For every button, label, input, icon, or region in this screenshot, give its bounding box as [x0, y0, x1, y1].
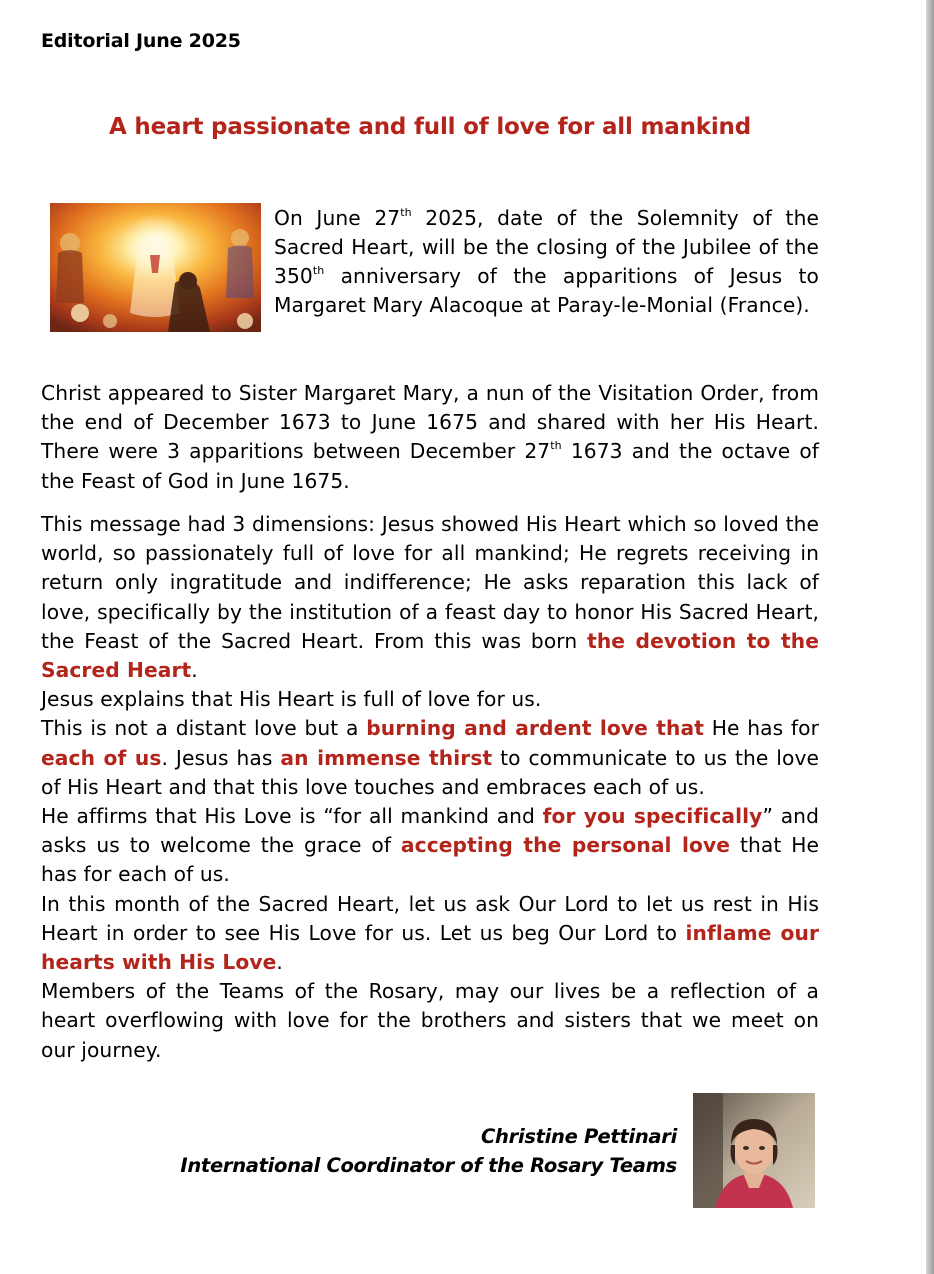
highlight-each-of-us: each of us	[41, 745, 162, 770]
author-portrait	[693, 1093, 815, 1208]
article-title: A heart passionate and full of love for all mankind	[109, 114, 751, 140]
author-role: International Coordinator of the Rosary Teams	[180, 1154, 677, 1177]
highlight-inflame: inflame our hearts with His Love	[41, 920, 820, 975]
highlight-personal-love: accepting the personal love	[400, 833, 731, 858]
sacred-heart-painting	[50, 203, 261, 332]
intro-paragraph: On June 27th 2025, date of the Solemnity of the Sacred Heart, will be the closing of the Jubilee of the 350th anniversary of the apparitions of Jesus to Margaret Mary Alacoque at Paray-le-Monial (France).	[274, 206, 819, 317]
page-edge	[926, 0, 934, 1274]
highlight-devotion: the devotion to the Sacred Heart	[41, 628, 819, 683]
message-paragraph: This message had 3 dimensions: Jesus showed His Heart which so loved the world, so passionately full of love for all mankind; He regrets receiving in return only ingratitude and indifference; He asks reparation this lack of love, specifically by the institution of a feast day to honor His Sacred Heart, the Feast of the Sacred Heart. From this was born the devotion to the Sacred Heart. Jesus explains that His Heart is full of love for us. This is not a distant love but a burning and ardent love that He has for each of us. Jesus has an immense thirst to communicate to us the love of His Heart and that this love touches and embraces each of us. He affirms that His Love is “for all mankind and for you specifically” and asks us to welcome the grace of accepting the personal love that He has for each of us. In this month of the Sacred Heart, let us ask Our Lord to let us rest in His Heart in order to see His Love for us. Let us beg Our Lord to inflame our hearts with His Love. Members of the Teams of the Rosary, may our lives be a reflection of a heart overflowing with love for the brothers and sisters that we meet on our journey.	[41, 512, 820, 1062]
author-name: Christine Pettinari	[481, 1125, 677, 1148]
highlight-burning-love: burning and ardent love that	[366, 716, 704, 741]
signature-block	[180, 1122, 677, 1180]
editorial-label: Editorial June 2025	[41, 30, 241, 52]
highlight-immense-thirst: an immense thirst	[280, 745, 493, 770]
highlight-for-you: for you specifically	[542, 804, 763, 829]
apparitions-paragraph: Christ appeared to Sister Margaret Mary, a nun of the Visitation Order, from the end of December 1673 to June 1675 and shared with her His Heart. There were 3 apparitions between December 27th 1673 and the octave of the Feast of God in June 1675.	[41, 381, 819, 493]
